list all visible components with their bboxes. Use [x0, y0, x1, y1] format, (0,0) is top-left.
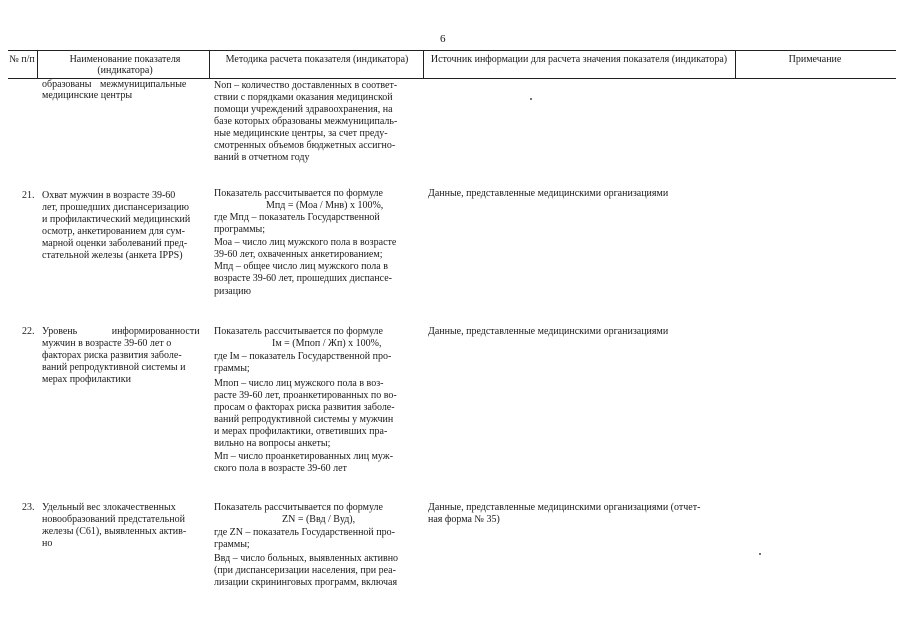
method-line: где Iм – показатель Государственной про- — [214, 351, 392, 362]
header-source: Источник информации для расчета значения показателя (индикатора) — [430, 54, 728, 65]
cont-method-line: ваний в отчетном году — [214, 152, 310, 163]
row-name-line: марной оценки заболеваний пред- — [42, 238, 188, 249]
row-name-line: осмотр, анкетированием для сум- — [42, 226, 185, 237]
row-name-line: мерах профилактики — [42, 374, 131, 385]
header-divider-4 — [735, 50, 736, 79]
scan-speck — [530, 98, 532, 100]
method-line: вильно на вопросы анкеты; — [214, 438, 331, 449]
cont-method-line: ные медицинские центры, за счет преду- — [214, 128, 388, 139]
method-line: где Мпд – показатель Государственной — [214, 212, 380, 223]
row-name-line: факторах риска развития заболе- — [42, 350, 182, 361]
cont-method-line: помощи учреждений здравоохранения, на — [214, 104, 393, 115]
method-line: лизации скрининговых программ, включая — [214, 577, 398, 588]
method-line: 39-60 лет, охваченных анкетированием; — [214, 249, 383, 260]
source-text: ная форма № 35) — [428, 514, 500, 525]
cont-method-line: ствии с порядками оказания медицинской — [214, 92, 393, 103]
row-number: 21. — [22, 190, 35, 201]
cont-method-line: смотренных объемов бюджетных ассигно- — [214, 140, 396, 151]
method-line: ваний репродуктивной системы у мужчин — [214, 414, 394, 425]
method-line: где ZN – показатель Государственной про- — [214, 527, 395, 538]
method-line: Ввд – число больных, выявленных активно — [214, 553, 399, 564]
method-line: граммы; — [214, 363, 250, 374]
row-number: 22. — [22, 326, 35, 337]
source-text: Данные, представленные медицинскими организациями — [428, 326, 669, 337]
method-line: ризацию — [214, 286, 251, 297]
method-intro: Показатель рассчитывается по формуле — [214, 188, 383, 199]
cont-method-line: Nоп – количество доставленных в соответ- — [214, 80, 398, 91]
row-name-line: ваний репродуктивной системы и — [42, 362, 186, 373]
row-name-line: Охват мужчин в возрасте 39-60 — [42, 190, 176, 201]
page-number: 6 — [440, 33, 446, 45]
header-divider-3 — [423, 50, 424, 79]
row-name-line: лет, прошедших диспансеризацию — [42, 202, 189, 213]
formula: Iм = (Мпоп / Жп) х 100%, — [272, 338, 382, 349]
method-intro: Показатель рассчитывается по формуле — [214, 502, 383, 513]
cont-name-line: медицинские центры — [42, 90, 133, 101]
method-line: Мпоп – число лиц мужского пола в воз- — [214, 378, 384, 389]
row-name-line: стательной железы (анкета IPPS) — [42, 250, 183, 261]
row-name-line: Удельный вес злокачественных — [42, 502, 176, 513]
header-method: Методика расчета показателя (индикатора) — [225, 54, 409, 65]
row-name-line: и профилактический медицинский — [42, 214, 191, 225]
source-text: Данные, представленные медицинскими организациями — [428, 188, 669, 199]
cont-method-line: базе которых образованы межмуниципаль- — [214, 116, 398, 127]
row-name-line: мужчин в возрасте 39-60 лет о — [42, 338, 172, 349]
header-name: Наименование показателя (индикатора) — [69, 54, 181, 76]
source-text: Данные, представленные медицинскими организациями (отчет- — [428, 502, 701, 513]
header-divider-1 — [37, 50, 38, 79]
row-name-line: железы (С61), выявленных актив- — [42, 526, 187, 537]
method-line: возрасте 39-60 лет, прошедших диспансе- — [214, 273, 393, 284]
header-divider-2 — [209, 50, 210, 79]
row-name-line: новообразований предстательной — [42, 514, 185, 525]
method-line: ского пола в возрасте 39-60 лет — [214, 463, 347, 474]
row-name-line: но — [42, 538, 53, 549]
scan-speck — [759, 553, 761, 555]
method-line: и мерах профилактики, ответивших пра- — [214, 426, 388, 437]
method-line: (при диспансеризации населения, при реа- — [214, 565, 396, 576]
row-name-line: Уровень информированности — [42, 326, 200, 337]
method-line: программы; — [214, 224, 266, 235]
header-note: Примечание — [788, 54, 842, 65]
method-line: Мпд – общее число лиц мужского пола в — [214, 261, 388, 272]
method-line: граммы; — [214, 539, 250, 550]
row-number: 23. — [22, 502, 35, 513]
method-line: Мп – число проанкетированных лиц муж- — [214, 451, 394, 462]
header-top-rule — [8, 50, 896, 51]
cont-name-line: образованы межмуниципальные — [42, 79, 187, 90]
formula: ZN = (Ввд / Вуд), — [282, 514, 356, 525]
header-number: № п/п — [9, 54, 35, 65]
method-intro: Показатель рассчитывается по формуле — [214, 326, 383, 337]
formula: Мпд = (Моа / Мнв) х 100%, — [266, 200, 384, 211]
method-line: расте 39-60 лет, проанкетированных по во- — [214, 390, 397, 401]
method-line: Моа – число лиц мужского пола в возрасте — [214, 237, 397, 248]
method-line: просам о факторах риска развития заболе- — [214, 402, 395, 413]
